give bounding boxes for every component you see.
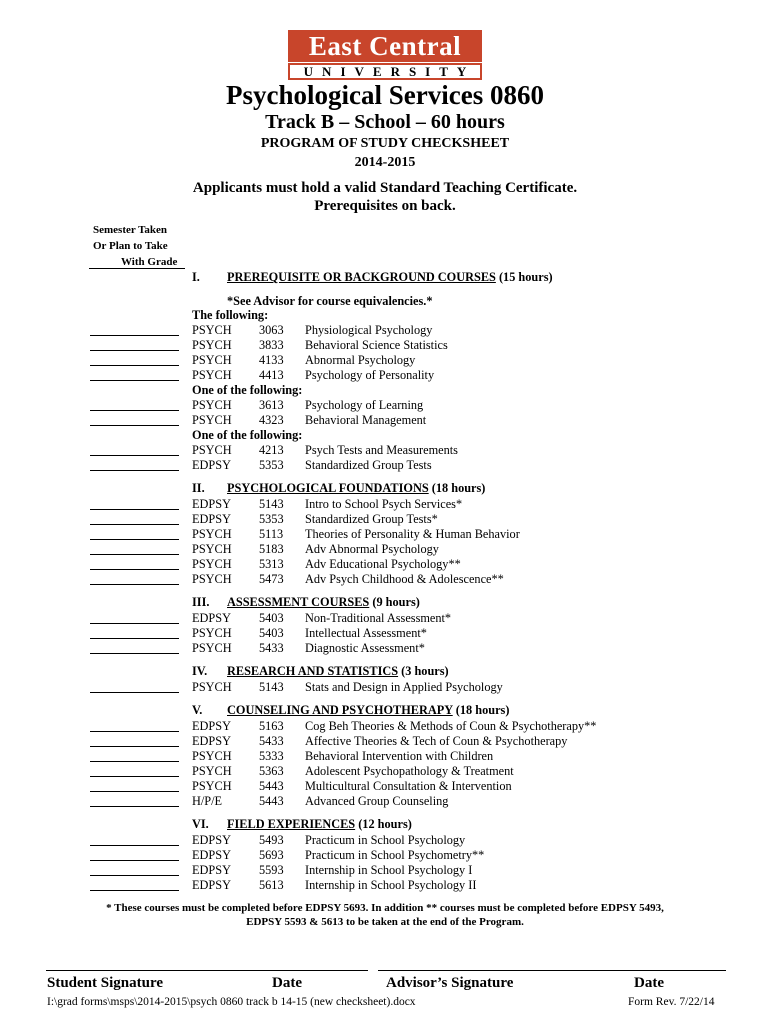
- section-3-title-wrap: [227, 595, 420, 610]
- section-6-hours: (12 hours): [355, 817, 412, 831]
- semester-label-3: [93, 254, 177, 270]
- footnote-line2: EDPSY 5593 & 5613 to be taken at the end of the Program.: [246, 916, 524, 928]
- course-number: 5333: [259, 749, 284, 763]
- grade-line[interactable]: [90, 509, 179, 510]
- semester-column-header: [93, 222, 177, 270]
- course-dept: PSYCH: [192, 572, 232, 586]
- course-title: Psychology of Personality: [305, 368, 435, 382]
- section-2-title: PSYCHOLOGICAL FOUNDATIONS: [227, 481, 429, 495]
- course-number: 5443: [259, 794, 284, 808]
- semester-label-1: Semester Taken: [93, 224, 168, 236]
- semester-underline: [89, 268, 185, 269]
- section-5-title-wrap: [227, 703, 509, 718]
- course-dept: EDPSY: [192, 848, 231, 862]
- course-number: 5403: [259, 626, 284, 640]
- course-title: Diagnostic Assessment*: [305, 641, 425, 655]
- advisor-signature-line[interactable]: [378, 970, 726, 971]
- grade-line[interactable]: [90, 845, 179, 846]
- course-number: 5693: [259, 848, 284, 862]
- course-dept: PSYCH: [192, 443, 232, 457]
- course-title: Intellectual Assessment*: [305, 626, 427, 640]
- course-dept: PSYCH: [192, 557, 232, 571]
- course-number: 5183: [259, 542, 284, 556]
- course-title: Behavioral Management: [305, 413, 427, 427]
- course-number: 5433: [259, 641, 284, 655]
- section-5-title: COUNSELING AND PSYCHOTHERAPY: [227, 703, 453, 717]
- course-dept: PSYCH: [192, 779, 232, 793]
- course-title: Abnormal Psychology: [305, 353, 416, 367]
- course-dept: EDPSY: [192, 458, 231, 472]
- course-dept: PSYCH: [192, 680, 232, 694]
- course-title: Psych Tests and Measurements: [305, 443, 458, 457]
- section-3-title: ASSESSMENT COURSES: [227, 595, 370, 609]
- course-title: Theories of Personality & Human Behavior: [305, 527, 520, 541]
- course-title: Standardized Group Tests: [305, 458, 432, 472]
- course-title: Intro to School Psych Services*: [305, 497, 463, 511]
- course-number: 4213: [259, 443, 284, 457]
- course-number: 5313: [259, 557, 284, 571]
- document-title: Psychological Services 0860: [226, 80, 544, 110]
- grade-line[interactable]: [90, 860, 179, 861]
- course-title: Adv Psych Childhood & Adolescence**: [305, 572, 504, 586]
- section-6-roman: VI.: [192, 817, 209, 831]
- grade-line[interactable]: [90, 524, 179, 525]
- grade-line[interactable]: [90, 380, 179, 381]
- grade-line[interactable]: [90, 365, 179, 366]
- course-title: Behavioral Intervention with Children: [305, 749, 494, 763]
- course-dept: EDPSY: [192, 863, 231, 877]
- prereq-note: Prerequisites on back.: [314, 198, 456, 214]
- course-number: 5593: [259, 863, 284, 877]
- student-signature-label: Student Signature: [47, 975, 164, 991]
- file-path: I:\grad forms\msps\2014-2015\psych 0860 track b 14-15 (new checksheet).docx: [47, 996, 416, 1008]
- course-title: Practicum in School Psychology: [305, 833, 466, 847]
- grade-line[interactable]: [90, 569, 179, 570]
- advisor-note-text: *See Advisor for course equivalencies.*: [227, 294, 433, 308]
- course-dept: PSYCH: [192, 764, 232, 778]
- requirement-text: Applicants must hold a valid Standard Teaching Certificate.: [192, 180, 578, 196]
- course-title: Adolescent Psychopathology & Treatment: [305, 764, 514, 778]
- course-title: Internship in School Psychology II: [305, 878, 477, 892]
- logo-line1: East Central: [288, 30, 482, 62]
- section-1-title-wrap: [227, 270, 553, 285]
- course-dept: PSYCH: [192, 323, 232, 337]
- course-number: 3833: [259, 338, 284, 352]
- section-4-title: RESEARCH AND STATISTICS: [227, 664, 399, 678]
- course-dept: PSYCH: [192, 527, 232, 541]
- course-number: 4413: [259, 368, 284, 382]
- section-2-roman: II.: [192, 481, 205, 495]
- course-title: Cog Beh Theories & Methods of Coun & Psychotherapy**: [305, 719, 597, 733]
- section-3-roman: III.: [192, 595, 210, 609]
- advisor-date-label: Date: [634, 975, 664, 991]
- grade-line[interactable]: [90, 623, 179, 624]
- course-number: 5473: [259, 572, 284, 586]
- form-revision: Form Rev. 7/22/14: [628, 996, 715, 1008]
- grade-line[interactable]: [90, 425, 179, 426]
- course-number: 5143: [259, 680, 284, 694]
- course-dept: EDPSY: [192, 878, 231, 892]
- course-dept: EDPSY: [192, 512, 231, 526]
- section-2-hours: (18 hours): [428, 481, 486, 495]
- track-heading: Track B – School – 60 hours: [265, 111, 505, 133]
- grade-line[interactable]: [90, 806, 179, 807]
- section-4-hours: (3 hours): [398, 664, 449, 678]
- grade-line[interactable]: [90, 653, 179, 654]
- year-heading: 2014-2015: [354, 155, 416, 170]
- course-title: Advanced Group Counseling: [305, 794, 449, 808]
- course-number: 5443: [259, 779, 284, 793]
- course-number: 5113: [259, 527, 284, 541]
- grade-line[interactable]: [90, 731, 179, 732]
- course-dept: PSYCH: [192, 413, 232, 427]
- course-dept: PSYCH: [192, 368, 232, 382]
- checksheet-heading: PROGRAM OF STUDY CHECKSHEET: [260, 136, 510, 151]
- course-dept: EDPSY: [192, 734, 231, 748]
- student-date-label: Date: [272, 975, 302, 991]
- course-title: Practicum in School Psychometry**: [305, 848, 485, 862]
- grade-line[interactable]: [90, 890, 179, 891]
- section-5-roman: V.: [192, 703, 203, 717]
- course-title: Psychology of Learning: [305, 398, 424, 412]
- grade-line[interactable]: [90, 584, 179, 585]
- course-number: 4133: [259, 353, 284, 367]
- course-dept: PSYCH: [192, 353, 232, 367]
- course-number: 3063: [259, 323, 284, 337]
- course-dept: EDPSY: [192, 833, 231, 847]
- grade-line[interactable]: [90, 335, 179, 336]
- section-3-hours: (9 hours): [369, 595, 420, 609]
- course-title: Multicultural Consultation & Intervention: [305, 779, 512, 793]
- grade-line[interactable]: [90, 410, 179, 411]
- grade-line[interactable]: [90, 455, 179, 456]
- grade-line[interactable]: [90, 761, 179, 762]
- course-title: Affective Theories & Tech of Coun & Psychotherapy: [305, 734, 568, 748]
- course-title: Stats and Design in Applied Psychology: [305, 680, 503, 694]
- course-number: 5363: [259, 764, 284, 778]
- course-title: Standardized Group Tests*: [305, 512, 438, 526]
- section-6-title-wrap: [227, 817, 412, 832]
- section-4-roman: IV.: [192, 664, 208, 678]
- section-6-title: FIELD EXPERIENCES: [227, 817, 356, 831]
- grade-line[interactable]: [90, 554, 179, 555]
- course-title: Non-Traditional Assessment*: [305, 611, 452, 625]
- course-title: Behavioral Science Statistics: [305, 338, 448, 352]
- grade-line[interactable]: [90, 776, 179, 777]
- advisor-signature-label: Advisor’s Signature: [386, 975, 514, 991]
- course-dept: EDPSY: [192, 497, 231, 511]
- course-dept: EDPSY: [192, 611, 231, 625]
- grade-line[interactable]: [90, 638, 179, 639]
- grade-line[interactable]: [90, 875, 179, 876]
- course-number: 5433: [259, 734, 284, 748]
- one-of-following-label: One of the following:: [192, 383, 303, 397]
- course-number: 5353: [259, 512, 284, 526]
- section-2-title-wrap: [227, 481, 485, 496]
- footnote-line1: * These courses must be completed before EDPSY 5693. In addition ** courses must be completed before EDPSY 5493,: [106, 902, 664, 914]
- course-number: 3613: [259, 398, 284, 412]
- course-number: 5353: [259, 458, 284, 472]
- grade-line[interactable]: [90, 350, 179, 351]
- course-title: Adv Abnormal Psychology: [305, 542, 439, 556]
- logo-line2: UNIVERSITY: [288, 63, 482, 80]
- grade-line[interactable]: [90, 692, 179, 693]
- course-number: 5143: [259, 497, 284, 511]
- course-number: 4323: [259, 413, 284, 427]
- section-1-hours: (15 hours): [495, 270, 553, 284]
- grade-line[interactable]: [90, 470, 179, 471]
- course-dept: PSYCH: [192, 338, 232, 352]
- course-number: 5493: [259, 833, 284, 847]
- course-dept: PSYCH: [192, 749, 232, 763]
- semester-label-2: Or Plan to Take: [93, 240, 168, 252]
- the-following-label: The following:: [192, 308, 269, 322]
- grade-line[interactable]: [90, 746, 179, 747]
- course-title: Adv Educational Psychology**: [305, 557, 461, 571]
- section-5-hours: (18 hours): [452, 703, 510, 717]
- course-dept: EDPSY: [192, 719, 231, 733]
- section-1-title: PREREQUISITE OR BACKGROUND COURSES: [227, 270, 496, 284]
- section-4-title-wrap: [227, 664, 449, 679]
- course-dept: H/P/E: [192, 794, 223, 808]
- course-number: 5403: [259, 611, 284, 625]
- course-dept: PSYCH: [192, 626, 232, 640]
- section-1-roman: I.: [192, 270, 200, 284]
- grade-line[interactable]: [90, 539, 179, 540]
- course-dept: PSYCH: [192, 398, 232, 412]
- student-signature-line[interactable]: [46, 970, 368, 971]
- course-dept: PSYCH: [192, 542, 232, 556]
- course-dept: PSYCH: [192, 641, 232, 655]
- course-title: Physiological Psychology: [305, 323, 433, 337]
- semester-label-3-text: With Grade: [121, 256, 178, 268]
- one-of-following-label: One of the following:: [192, 428, 303, 442]
- course-number: 5613: [259, 878, 284, 892]
- course-title: Internship in School Psychology I: [305, 863, 473, 877]
- grade-line[interactable]: [90, 791, 179, 792]
- university-logo: [288, 30, 482, 80]
- course-number: 5163: [259, 719, 284, 733]
